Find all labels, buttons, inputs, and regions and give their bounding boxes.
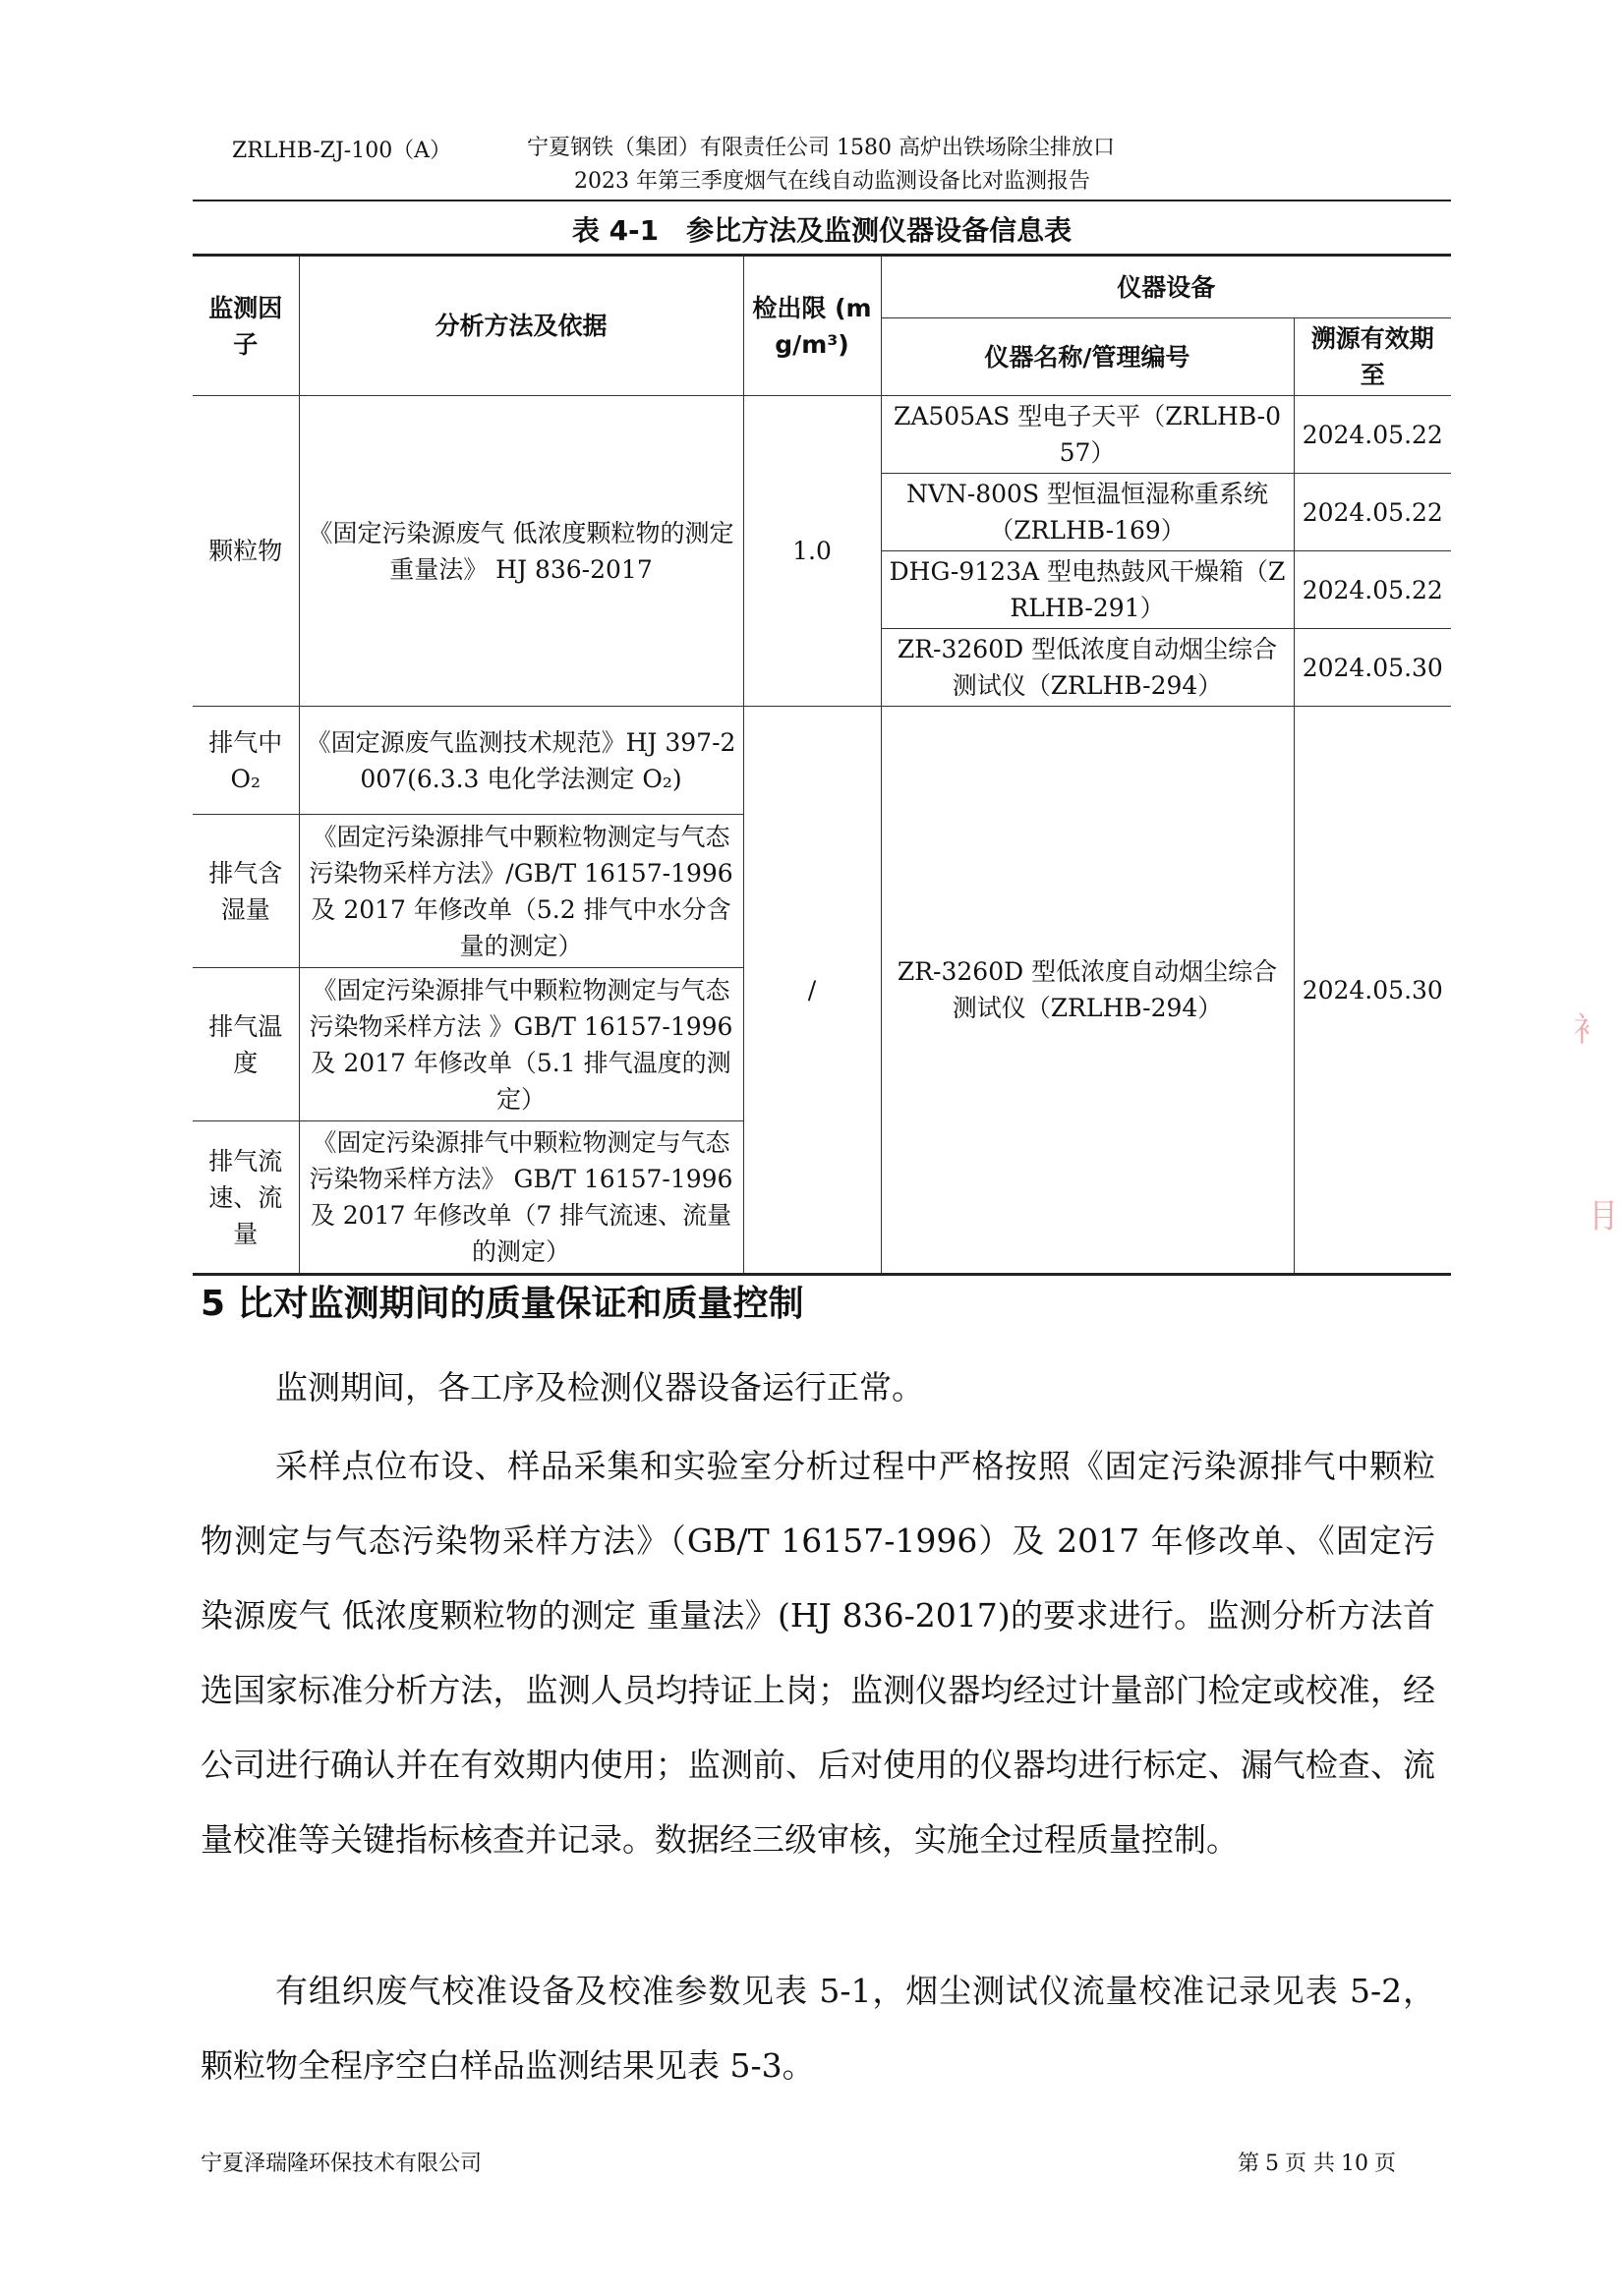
header-instruments: 仪器设备 xyxy=(881,256,1451,318)
detection-limit-cell: 1.0 xyxy=(743,396,881,707)
table-header-row xyxy=(193,256,1451,318)
equipment-table xyxy=(193,254,1451,1276)
detection-limit-cell: / xyxy=(743,707,881,1275)
factor-cell: 颗粒物 xyxy=(193,396,299,707)
method-cell: 《固定污染源排气中颗粒物测定与气态污染物采样方法》/GB/T 16157-1996 及 2017 年修改单（5.2 排气中水分含量的测定） xyxy=(299,815,743,968)
footer-company: 宁夏泽瑞隆环保技术有限公司 xyxy=(201,2152,483,2176)
valid-until-cell: 2024.05.30 xyxy=(1294,707,1451,1275)
instrument-name-cell: DHG-9123A 型电热鼓风干燥箱（ZRLHB-291） xyxy=(881,551,1294,629)
header-title-line-1: 宁夏钢铁（集团）有限责任公司 1580 高炉出铁场除尘排放口 xyxy=(527,136,1115,160)
method-cell: 《固定污染源废气 低浓度颗粒物的测定 重量法》 HJ 836-2017 xyxy=(299,396,743,707)
factor-cell: 排气温度 xyxy=(193,968,299,1121)
factor-cell: 排气流速、流量 xyxy=(193,1121,299,1275)
table-caption: 表 4-1 参比方法及监测仪器设备信息表 xyxy=(571,214,1073,247)
page-mid: 页 共 xyxy=(1285,2152,1336,2176)
paragraph: 有组织废气校准设备及校准参数见表 5-1，烟尘测试仪流量校准记录见表 5-2，颗粒物全程序空白样品监测结果见表 5-3。 xyxy=(201,1972,1435,2085)
method-cell: 《固定污染源排气中颗粒物测定与气态污染物采样方法》 GB/T 16157-1996 及 2017 年修改单（7 排气流速、流量的测定） xyxy=(299,1121,743,1275)
header-factor: 监测因子 xyxy=(193,256,299,396)
header-title-line-2: 2023 年第三季度烟气在线自动监测设备比对监测报告 xyxy=(574,169,1090,194)
page-current: 5 xyxy=(1265,2152,1280,2176)
valid-until-cell: 2024.05.22 xyxy=(1294,396,1451,474)
document-code: ZRLHB-ZJ-100（A） xyxy=(232,139,452,163)
factor-cell: 排气中 O₂ xyxy=(193,707,299,815)
table-row xyxy=(193,707,1451,815)
header-instrument-name: 仪器名称/管理编号 xyxy=(881,318,1294,396)
paragraph: 采样点位布设、样品采集和实验室分析过程中严格按照《固定污染源排气中颗粒物测定与气态污染物采样方法》（GB/T 16157-1996）及 2017 年修改单、《固定污染源废气 低浓度颗粒物的测定 重量法》(HJ 836-2017)的要求进行。监测分析方法首选国家标准分析方法，监测人员均持证上岗；监测仪器均经过计量部门检定或校准，经公司进行确认并在有效期内使用；监测前、后对使用的仪器均进行标定、漏气检查、流量校准等关键指标核查并记录。数据经三级审核，实施全过程质量控制。 xyxy=(201,1447,1435,1859)
method-cell: 《固定源废气监测技术规范》HJ 397-2007(6.3.3 电化学法测定 O₂) xyxy=(299,707,743,815)
paragraph: 监测期间，各工序及检测仪器设备运行正常。 xyxy=(275,1368,924,1406)
header-divider xyxy=(193,200,1451,201)
valid-until-cell: 2024.05.22 xyxy=(1294,474,1451,551)
valid-until-cell: 2024.05.30 xyxy=(1294,629,1451,707)
valid-until-cell: 2024.05.22 xyxy=(1294,551,1451,629)
page-suffix: 页 xyxy=(1374,2152,1397,2176)
header-method: 分析方法及依据 xyxy=(299,256,743,396)
method-cell: 《固定污染源排气中颗粒物测定与气态污染物采样方法 》GB/T 16157-1996 及 2017 年修改单（5.1 排气温度的测定） xyxy=(299,968,743,1121)
factor-cell: 排气含湿量 xyxy=(193,815,299,968)
seal-fragment: 衤 xyxy=(1573,1010,1606,1050)
header-valid-until: 溯源有效期至 xyxy=(1294,318,1451,396)
page-total: 10 xyxy=(1341,2152,1369,2176)
instrument-name-cell: ZR-3260D 型低浓度自动烟尘综合测试仪（ZRLHB-294） xyxy=(881,629,1294,707)
section-heading: 5 比对监测期间的质量保证和质量控制 xyxy=(201,1284,804,1324)
page-prefix: 第 xyxy=(1238,2152,1260,2176)
instrument-name-cell: ZR-3260D 型低浓度自动烟尘综合测试仪（ZRLHB-294） xyxy=(881,707,1294,1275)
report-header-title xyxy=(527,132,1115,199)
instrument-name-cell: NVN-800S 型恒温恒湿称重系统（ZRLHB-169） xyxy=(881,474,1294,551)
header-detection-limit: 检出限 (mg/m³) xyxy=(743,256,881,396)
instrument-name-cell: ZA505AS 型电子天平（ZRLHB-057） xyxy=(881,396,1294,474)
table-row xyxy=(193,396,1451,474)
seal-fragment: ⺝ xyxy=(1591,1197,1624,1236)
page-number xyxy=(1235,2147,1399,2177)
